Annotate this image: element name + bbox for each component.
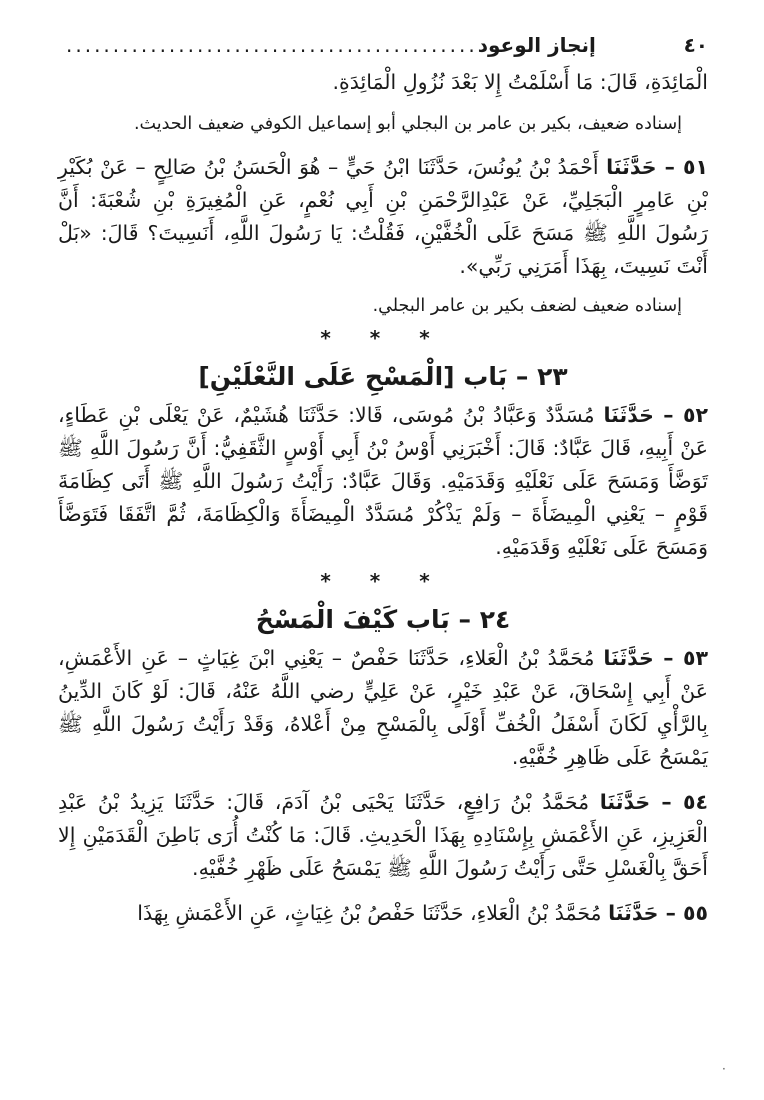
hadith-54: [58, 786, 708, 885]
corner-mark: ·: [722, 1062, 726, 1076]
hadith-55: [58, 897, 708, 930]
isnad-note: إسناده ضعيف، بكير بن عامر بن البجلي أبو إسماعيل الكوفي ضعيف الحديث.: [133, 114, 682, 134]
section-separator: * * *: [320, 326, 446, 350]
hadith-body: مُحَمَّدُ بْنُ رَافِعٍ، حَدَّثَنَا يَحْيَى بْنُ آدَمَ، قَالَ: حَدَّثَنَا يَزِيدُ بْنُ عَبْدِ الْعَزِيزِ، عَنِ الأَعْمَشِ بِإِسْنَادِهِ بِهَذَا الْحَدِيثِ. قَالَ: مَا كُنْتُ أُرَى بَاطِنَ الْقَدَمَيْنِ إِلا أَحَقَّ بِالْغَسْلِ حَتَّى رَأَيْتُ رَسُولَ اللَّهِ ﷺ يَمْسَحُ عَلَى ظَهْرِ خُفَّيْهِ.: [58, 790, 708, 880]
chapter-heading: ٢٣ – بَاب [الْمَسْحِ عَلَى النَّعْلَيْنِ]: [198, 362, 568, 391]
running-title-group: [58, 30, 596, 60]
section-separator: * * *: [320, 569, 446, 593]
hadith-body: مُحَمَّدُ بْنُ الْعَلاءِ، حَدَّثَنَا حَفْصُ بْنُ غِيَاثٍ، عَنِ الأَعْمَشِ بِهَذَا: [137, 901, 602, 925]
page-number: ٤٠: [683, 33, 708, 57]
isnad-note: إسناده ضعيف لضعف بكير بن عامر البجلي.: [372, 296, 682, 316]
hadith-52: [58, 399, 708, 564]
hadith-51: [58, 151, 708, 283]
leader-dots: ............................................: [66, 33, 478, 57]
hadith-number: ٥٥ – حَدَّثَنَا: [608, 901, 708, 925]
continued-text: الْمَائِدَةِ، قَالَ: مَا أَسْلَمْتُ إِلا بَعْدَ نُزُولِ الْمَائِدَةِ.: [332, 70, 708, 94]
hadith-number: ٥٢ – حَدَّثَنَا: [603, 403, 708, 427]
hadith-number: ٥٣ – حَدَّثَنَا: [603, 646, 708, 670]
book-page: [58, 30, 708, 930]
hadith-number: ٥٤ – حَدَّثَنَا: [599, 790, 708, 814]
book-title: إنجاز الوعود: [477, 33, 596, 57]
chapter-heading: ٢٤ – بَاب كَيْفَ الْمَسْحُ: [255, 605, 511, 634]
hadith-number: ٥١ – حَدَّثَنَا: [606, 155, 708, 179]
hadith-body: مُسَدَّدٌ وَعَبَّادُ بْنُ مُوسَى، قَالا: حَدَّثَنَا هُشَيْمٌ، عَنْ يَعْلَى بْنِ عَطَاءٍ، عَنْ أَبِيهِ، قَالَ عَبَّادٌ: قَالَ: أَخْبَرَنِي أَوْسُ بْنُ أَبِي أَوْسٍ الثَّقَفِيُّ: أَنَّ رَسُولَ اللَّهِ ﷺ تَوَضَّأَ وَمَسَحَ عَلَى نَعْلَيْهِ وَقَدَمَيْهِ. وَقَالَ عَبَّادٌ: رَأَيْتُ رَسُولَ اللَّهِ ﷺ أَتَى كِظَامَةَ قَوْمٍ – يَعْنِي الْمِيضَأَةَ – وَلَمْ يَذْكُرْ مُسَدَّدٌ الْمِيضَأَةَ وَالْكِظَامَةَ، ثُمَّ اتَّفَقَا فَتَوَضَّأَ وَمَسَحَ عَلَى نَعْلَيْهِ وَقَدَمَيْهِ.: [58, 403, 708, 559]
hadith-body: مُحَمَّدُ بْنُ الْعَلاءِ، حَدَّثَنَا حَفْصٌ – يَعْنِي ابْنَ غِيَاثٍ – عَنِ الأَعْمَشِ، عَنْ أَبِي إِسْحَاقَ، عَنْ عَبْدِ خَيْرٍ، عَنْ عَلِيٍّ رضي اللَّهُ عَنْهُ، قَالَ: لَوْ كَانَ الدِّينُ بِالرَّأْيِ لَكَانَ أَسْفَلُ الْخُفِّ أَوْلَى بِالْمَسْحِ مِنْ أَعْلاهُ، وَقَدْ رَأَيْتُ رَسُولَ اللَّهِ ﷺ يَمْسَحُ عَلَى ظَاهِرِ خُفَّيْهِ.: [58, 646, 708, 769]
hadith-53: [58, 642, 708, 774]
running-header: [58, 30, 708, 60]
hadith-body: أَحْمَدُ بْنُ يُونُسَ، حَدَّثَنَا ابْنُ حَيٍّ – هُوَ الْحَسَنُ بْنُ صَالِحٍ – عَنْ بُكَيْرِ بْنِ عَامِرٍ الْبَجَلِيِّ، عَنْ عَبْدِالرَّحْمَنِ بْنِ أَبِي نُعْمٍ، عَنِ الْمُغِيرَةِ بْنِ شُعْبَةَ: أَنَّ رَسُولَ اللَّهِ ﷺ مَسَحَ عَلَى الْخُفَّيْنِ، فَقُلْتُ: يَا رَسُولَ اللَّهِ، أَنَسِيتَ؟ قَالَ: «بَلْ أَنْتَ نَسِيتَ، بِهَذَا أَمَرَنِي رَبِّي».: [58, 155, 708, 278]
